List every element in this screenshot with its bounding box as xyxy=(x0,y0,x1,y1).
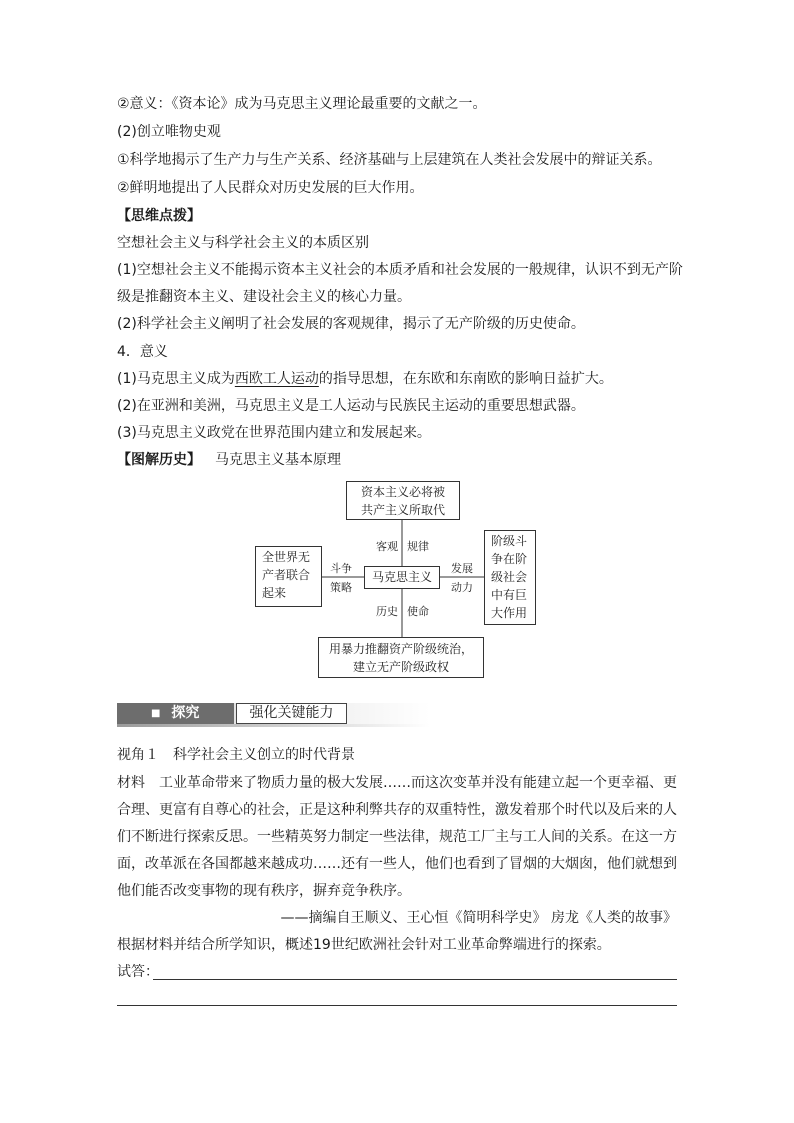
view-heading: 视角１ 科学社会主义创立的时代背景 xyxy=(117,747,355,763)
edge-label: 发展 xyxy=(451,562,473,575)
edge-label: 动力 xyxy=(451,581,473,594)
text-line: ①科学地揭示了生产力与生产关系、经济基础与上层建筑在人类社会发展中的辩证关系。 xyxy=(117,152,662,168)
answer-label: 试答： xyxy=(117,964,159,980)
question-text: 根据材料并结合所学知识，概述19世纪欧洲社会针对工业革命弊端进行的探索。 xyxy=(117,937,611,953)
material-line: 面，改革派在各国都越来越成功……还有一些人，他们也看到了冒烟的大烟囱，他们就想到 xyxy=(117,856,677,872)
diagram-node-right xyxy=(484,530,536,625)
section-subtitle: 强化关键能力 xyxy=(236,703,347,724)
node-text: 级社会 xyxy=(491,570,528,584)
edge-label: 规律 xyxy=(407,540,429,553)
text-segment: (1)马克思主义成为 xyxy=(117,371,235,387)
section-banner xyxy=(117,703,430,727)
square-icon: ■ xyxy=(151,708,161,719)
text-line: 空想社会主义与科学社会主义的本质区别 xyxy=(117,235,369,251)
edge-label: 斗争 xyxy=(330,562,352,575)
node-text: 争在阶 xyxy=(491,552,528,566)
diagram-node-bottom xyxy=(318,637,484,678)
text-line: (2)在亚洲和美洲，马克思主义是工人运动与民族民主运动的重要思想武器。 xyxy=(117,398,585,414)
edge-label: 使命 xyxy=(407,605,429,618)
section-title: 探究 xyxy=(171,705,200,721)
diagram-title: 马克思主义基本原理 xyxy=(215,452,341,468)
answer-line[interactable] xyxy=(153,979,677,980)
text-line: (1)空想社会主义不能揭示资本主义社会的本质矛盾和社会发展的一般规律，认识不到无产阶 xyxy=(117,262,683,278)
diagram-node-left xyxy=(255,546,322,607)
material-line: 他们能否改变事物的现有秩序，摒弃竞争秩序。 xyxy=(117,883,411,899)
edge-label: 历史 xyxy=(376,605,398,618)
subheading: 4．意义 xyxy=(117,344,168,360)
node-text: 大作用 xyxy=(491,606,528,620)
node-text: 用暴力推翻资产阶级统治， xyxy=(328,642,473,656)
text-segment: 的指导思想，在东欧和东南欧的影响日益扩大。 xyxy=(318,371,613,387)
diagram-node-top xyxy=(346,481,460,520)
text-line: 级是推翻资本主义、建设社会主义的核心力量。 xyxy=(117,289,411,305)
diagram-node-center xyxy=(364,566,440,589)
node-text: 资本主义必将被 xyxy=(360,485,445,499)
node-text: 建立无产阶级政权 xyxy=(352,660,449,674)
text-line: (2)科学社会主义阐明了社会发展的客观规律，揭示了无产阶级的历史使命。 xyxy=(117,316,585,332)
node-text: 马克思主义 xyxy=(371,570,432,584)
text-line: ②鲜明地提出了人民群众对历史发展的巨大作用。 xyxy=(117,180,424,196)
node-text: 起来 xyxy=(262,586,287,600)
text-line: ②意义：《资本论》成为马克思主义理论最重要的文献之一。 xyxy=(117,96,487,112)
node-text: 阶级斗 xyxy=(491,534,528,548)
node-text: 中有巨 xyxy=(491,588,528,602)
node-text: 全世界无 xyxy=(262,550,311,564)
answer-line[interactable] xyxy=(117,1005,677,1006)
material-line: 材料 工业革命带来了物质力量的极大发展……而这次变革并没有能建立起一个更幸福、更 xyxy=(117,775,677,791)
material-line: 合理、更富有自尊心的社会，正是这种利弊共存的双重特性，激发着那个时代以及后来的人 xyxy=(117,802,677,818)
section-tag: 【图解历史】 xyxy=(117,452,201,468)
section-banner-label xyxy=(117,703,234,724)
text-line: (2)创立唯物史观 xyxy=(117,124,221,140)
edge-label: 策略 xyxy=(330,581,352,594)
underlined-text: 西欧工人运动 xyxy=(234,371,319,387)
banner-underline xyxy=(117,724,430,727)
node-text: 共产主义所取代 xyxy=(360,503,445,517)
edge-label: 客观 xyxy=(376,540,398,553)
material-line: 们不断进行探索反思。一些精英努力制定一些法律，规范工厂主与工人间的关系。在这一方 xyxy=(117,829,677,845)
text-line: (3)马克思主义政党在世界范围内建立和发展起来。 xyxy=(117,425,431,441)
node-text: 产者联合 xyxy=(262,568,311,582)
section-tag: 【思维点拨】 xyxy=(117,208,201,224)
material-source: ——摘编自王顺义、王心恒《简明科学史》 房龙《人类的故事》 xyxy=(280,910,677,926)
